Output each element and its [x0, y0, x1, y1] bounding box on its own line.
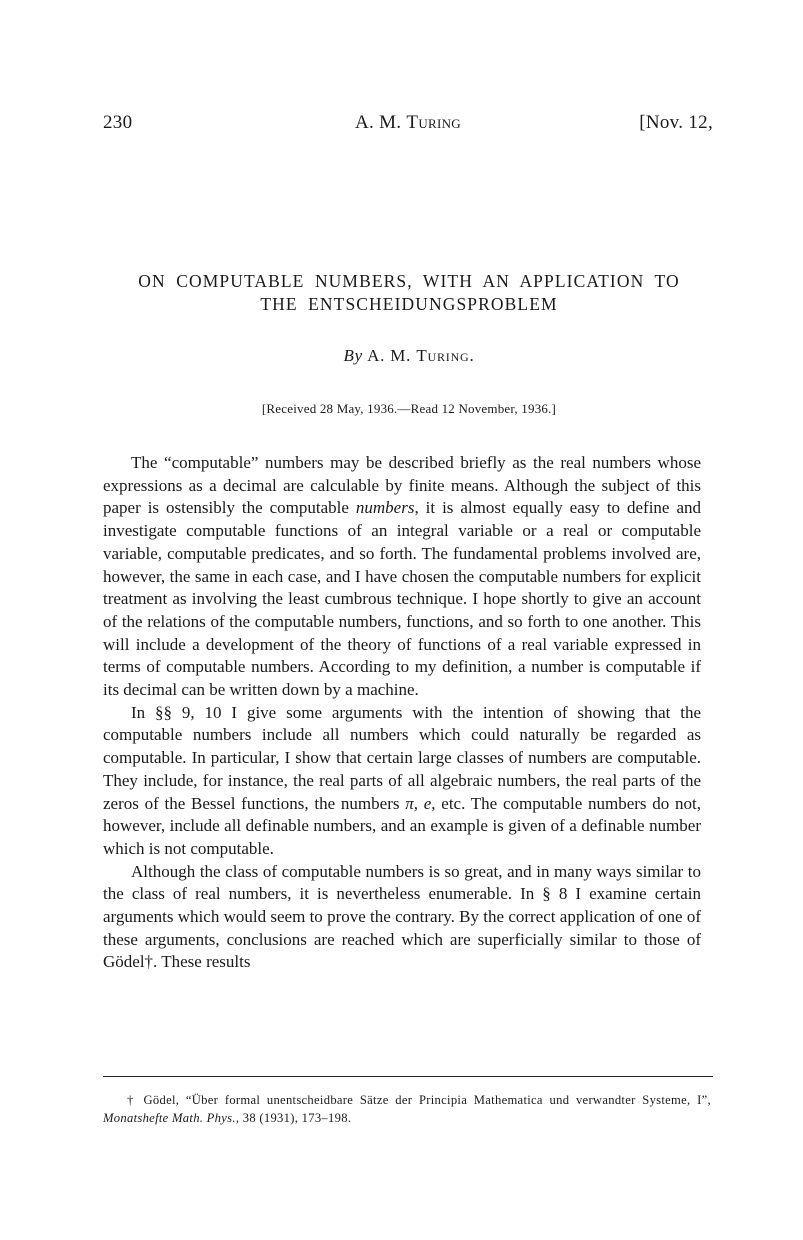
footnote-text	[103, 1091, 711, 1127]
paragraph-text: , etc. The computable numbers do not, however, include all definable numbers, and an example is given of a definable number which is not computable.	[103, 793, 702, 858]
paragraph-2	[103, 702, 701, 861]
byline-surname: Turing.	[416, 346, 475, 365]
running-head	[103, 112, 713, 136]
paragraph-1	[103, 452, 701, 702]
footnote-volume: , 38 (1931), 173–198.	[235, 1111, 352, 1125]
paragraph-text: In §§ 9, 10 I give some arguments with the intention of showing that the computable numbers include all numbers which could naturally be regarded as computable. In particular, I show that certain large classes of numbers are computable. They include, for instance, the real parts of all algebraic numbers, the real parts of the zeros of the Bessel functions, the numbers	[103, 702, 701, 813]
math-symbols: π, e	[405, 793, 432, 813]
author-initials: A. M.	[354, 112, 402, 133]
author-surname: Turing	[406, 112, 461, 133]
paragraph-text: , it is almost equally easy to define and investigate computable functions of an integral variable or a real or computable variable, computable predicates, and so forth. The fundamental problems involved are, however, the same in each case, and I have chosen the computable numbers for explicit treatment as involving the least cumbrous technique. I hope shortly to give an account of the relations of the computable numbers, functions, and so forth to one another. This will include a development of the theory of functions of a real variable expressed in terms of computable numbers. According to my definition, a number is computable if its decimal can be written down by a machine.	[103, 498, 701, 700]
byline-initials: A. M.	[367, 346, 412, 365]
footnote-rule	[103, 1076, 713, 1077]
byline-by: By	[343, 346, 363, 365]
running-head-author	[103, 112, 713, 134]
body-text	[103, 452, 701, 974]
byline	[103, 346, 715, 366]
footnote-citation: † Gödel, “Über formal unentscheidbare Sätze der Principia Mathematica und verwandter Systeme, I”,	[127, 1093, 711, 1107]
title-line-2: THE ENTSCHEIDUNGSPROBLEM	[260, 294, 558, 314]
paragraph-3	[103, 861, 701, 975]
title-line-1: ON COMPUTABLE NUMBERS, WITH AN APPLICATION TO	[138, 271, 680, 291]
journal-name: Monatshefte Math. Phys.	[103, 1111, 236, 1125]
running-head-date: [Nov. 12,	[639, 112, 713, 133]
paragraph-text: Although the class of computable numbers is so great, and in many ways similar to the class of real numbers, it is nevertheless enumerable. In § 8 I examine certain arguments which would seem to prove the contrary. By the correct application of one of these arguments, conclusions are reached which are superficially similar to those of Gödel†. These results	[103, 861, 701, 972]
page-number: 230	[103, 112, 133, 133]
emphasis-text: numbers	[355, 498, 415, 518]
paper-title	[103, 270, 715, 316]
received-date-note: [Received 28 May, 1936.—Read 12 November, 1936.]	[261, 401, 557, 416]
footnote	[103, 1091, 711, 1127]
paragraph-text: The “computable” numbers may be described briefly as the real numbers whose expressions as a decimal are calculable by finite means. Although the subject of this paper is ostensibly the computable	[103, 453, 701, 518]
